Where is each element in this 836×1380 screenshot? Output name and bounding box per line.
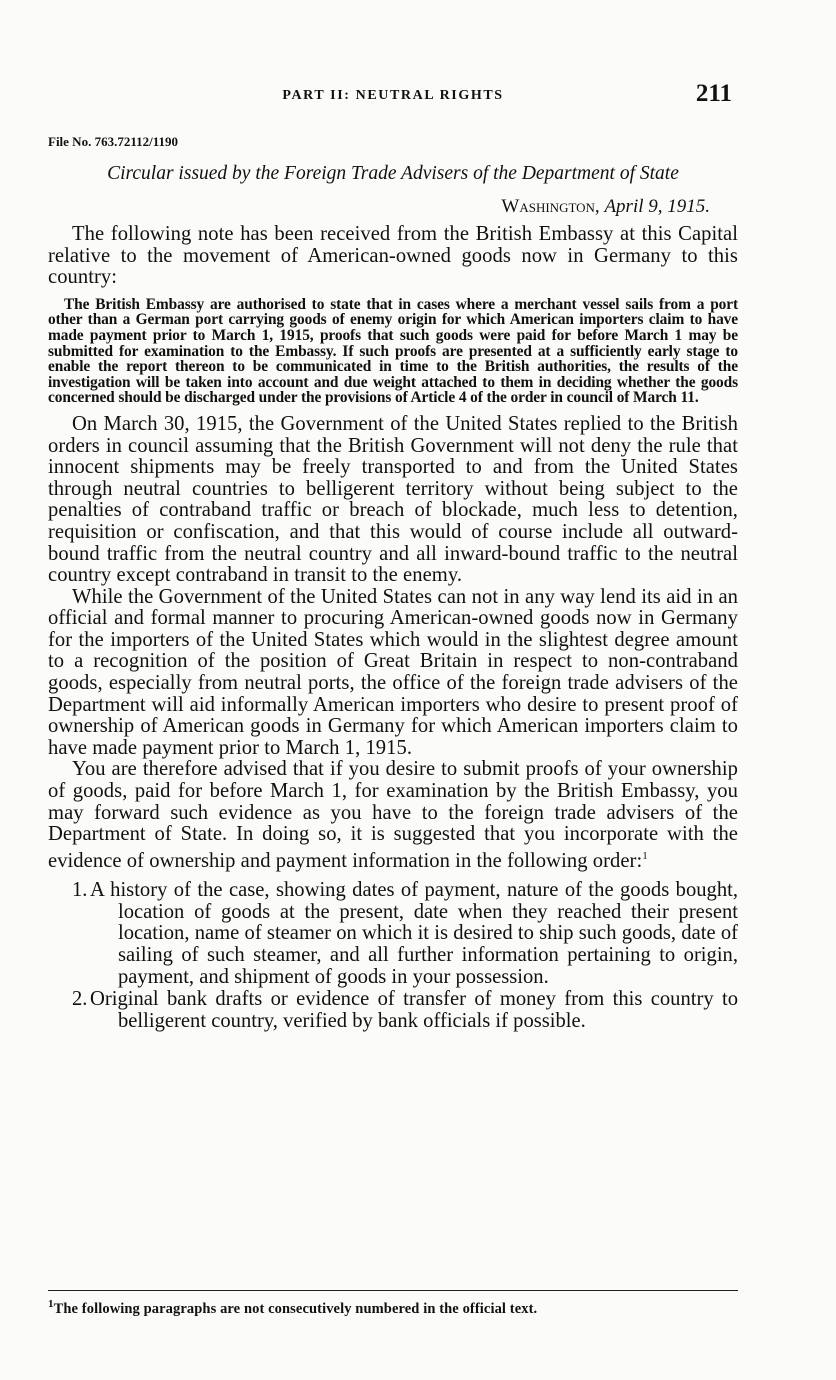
paragraph-government-position: While the Government of the United States can not in any way lend its aid in an official and formal manner to procuring American-owned goods now in Germany for the importers of the United States which would in the slightest degree amount to a recognition of the position of Great Britain in respect to non-contraband goods, especially from neutral ports, the office of the foreign trade advisers of the Department will aid informally American importers who desire to present proof of ownership of American goods in Germany for which American importers claim to have made payment prior to March 1, 1915. [48,585,738,759]
footnote-text: The following paragraphs are not consecutively numbered in the official text. [53,1300,538,1317]
page-number: 211 [695,80,732,107]
embassy-note-quote: The British Embassy are authorised to state that in cases where a merchant vessel sails from a port other than a German port carrying goods of enemy origin for which American importers claim to have made payment prior to March 1, 1915, proofs that such goods were paid for before March 1 may be submitted for examination to the Embassy. If such proofs are presented at a sufficiently early stage to enable the report thereon to be communicated in time to the British authorities, the results of the investigation will be taken into account and due weight attached to them in deciding whether the goods concerned should be discharged under the provisions of Article 4 of the order in council of March 11. [48,295,738,407]
dateline-place: Washington, [501,196,600,217]
paragraph-advice [48,759,738,872]
dateline [48,196,738,218]
document-page [48,80,738,1033]
paragraph-march-30-reply: On March 30, 1915, the Government of the United States replied to the British orders in council assuming that the British Government will not deny the rule that innocent shipments may be freely transported to and from the United States through neutral countries to belligerent territory without being subject to the penalties of contraband traffic or breach of blockade, much less to detention, requisition or confiscation, and that this would of course include all outward-bound traffic from the neutral country and all inward-bound traffic to the neutral country except contraband in transit to the enemy. [48,412,738,587]
footnote-marker: 1 [48,1298,54,1310]
dateline-date: April 9, 1915. [604,196,710,217]
list-item-number: 2. [72,988,88,1011]
list-item [48,880,738,988]
footnote [48,1298,738,1318]
list-item-text: Original bank drafts or evidence of transfer of money from this country to belligerent country, verified by bank officials if possible. [90,988,738,1032]
footnote-reference: 1 [642,849,648,862]
running-head: PART II: NEUTRAL RIGHTS [282,88,504,103]
document-title: Circular issued by the Foreign Trade Advisers of the Department of State [107,163,679,184]
evidence-list [48,880,738,1032]
list-item-text: A history of the case, showing dates of payment, nature of the goods bought, location of goods at the present, date when they reached their present location, name of steamer on which it is desired to ship such goods, date of sailing of such steamer, and all further information pertaining to origin, payment, and shipment of goods in your possession. [90,879,738,988]
file-number: File No. 763.72112/1190 [48,134,178,149]
paragraph-advice-text: You are therefore advised that if you desire to submit proofs of your ownership of goods, paid for before March 1, for examination by the British Embassy, you may forward such evidence as you have to the foreign trade advisers of the Department of State. In doing so, it is suggested that you incorporate with the evidence of ownership and payment information in the following order: [48,758,738,872]
list-item-number: 1. [72,879,88,902]
page-header [48,80,738,114]
footnote-divider [48,1290,738,1291]
paragraph-intro: The following note has been received from the British Embassy at this Capital relative to the movement of American-owned goods now in Germany to this country: [48,223,738,289]
list-item [48,989,738,1032]
